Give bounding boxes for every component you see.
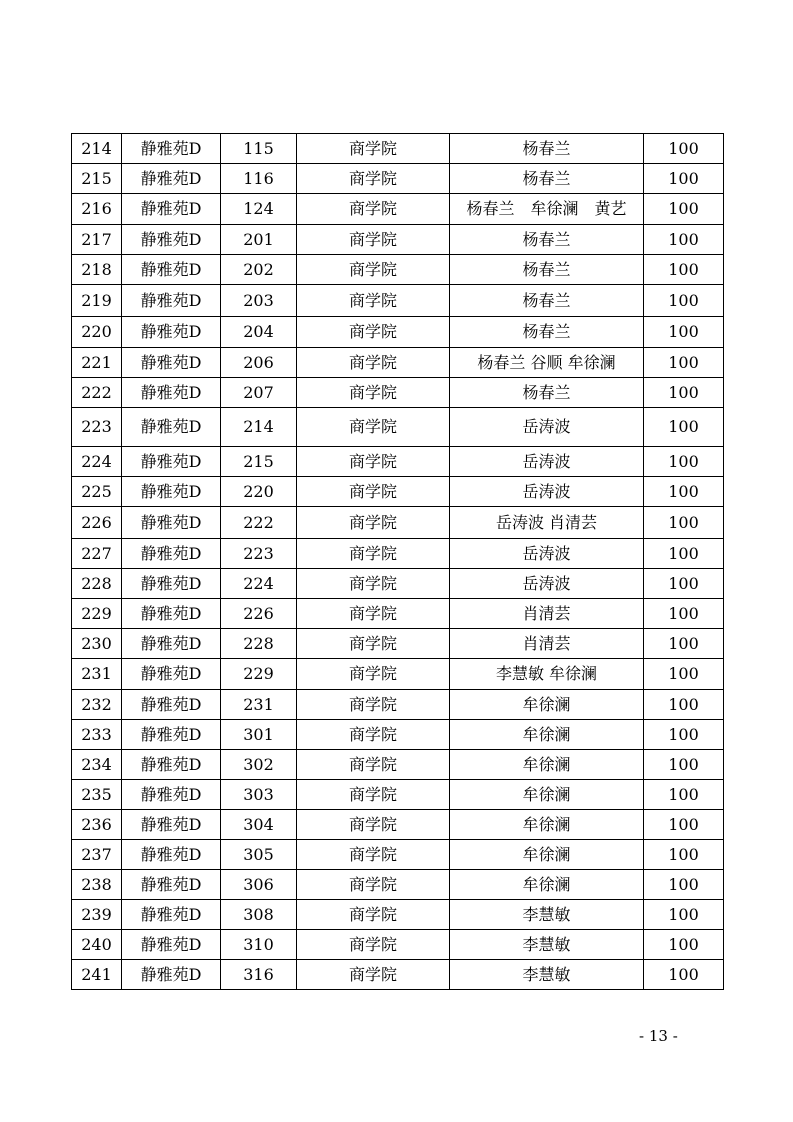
building-name-cell: 静雅苑D: [122, 285, 221, 317]
score-cell: 100: [644, 930, 724, 960]
staff-names-cell: 肖清芸: [450, 629, 644, 659]
score-cell: 100: [644, 750, 724, 780]
row-number-cell: 233: [72, 720, 122, 750]
row-number-cell: 219: [72, 285, 122, 317]
building-name-cell: 静雅苑D: [122, 255, 221, 285]
row-number-cell: 222: [72, 378, 122, 408]
staff-names-cell: 杨春兰: [450, 164, 644, 194]
row-number-cell: 221: [72, 348, 122, 378]
table-row: [72, 810, 724, 840]
table-row: [72, 780, 724, 810]
score-cell: 100: [644, 599, 724, 629]
college-name-cell: 商学院: [297, 659, 450, 690]
score-cell: 100: [644, 348, 724, 378]
college-name-cell: 商学院: [297, 750, 450, 780]
building-name-cell: 静雅苑D: [122, 629, 221, 659]
college-name-cell: 商学院: [297, 690, 450, 720]
table-row: [72, 659, 724, 690]
table-row: [72, 690, 724, 720]
room-number-cell: 231: [221, 690, 297, 720]
room-number-cell: 220: [221, 477, 297, 507]
college-name-cell: 商学院: [297, 225, 450, 255]
staff-names-cell: 岳涛波: [450, 477, 644, 507]
college-name-cell: 商学院: [297, 870, 450, 900]
building-name-cell: 静雅苑D: [122, 720, 221, 750]
college-name-cell: 商学院: [297, 194, 450, 225]
staff-names-cell: 牟徐澜: [450, 720, 644, 750]
college-name-cell: 商学院: [297, 599, 450, 629]
building-name-cell: 静雅苑D: [122, 900, 221, 930]
college-name-cell: 商学院: [297, 507, 450, 539]
score-cell: 100: [644, 225, 724, 255]
room-number-cell: 308: [221, 900, 297, 930]
staff-names-cell: 岳涛波: [450, 447, 644, 477]
row-number-cell: 230: [72, 629, 122, 659]
score-cell: 100: [644, 164, 724, 194]
staff-names-cell: 李慧敏: [450, 960, 644, 990]
staff-names-cell: 杨春兰 谷顺 牟徐澜: [450, 348, 644, 378]
room-number-cell: 224: [221, 569, 297, 599]
building-name-cell: 静雅苑D: [122, 378, 221, 408]
score-cell: 100: [644, 569, 724, 599]
college-name-cell: 商学院: [297, 408, 450, 447]
building-name-cell: 静雅苑D: [122, 750, 221, 780]
building-name-cell: 静雅苑D: [122, 960, 221, 990]
score-cell: 100: [644, 810, 724, 840]
building-name-cell: 静雅苑D: [122, 810, 221, 840]
score-cell: 100: [644, 539, 724, 569]
room-number-cell: 228: [221, 629, 297, 659]
college-name-cell: 商学院: [297, 900, 450, 930]
table-row: [72, 569, 724, 599]
table-row: [72, 255, 724, 285]
score-cell: 100: [644, 194, 724, 225]
building-name-cell: 静雅苑D: [122, 408, 221, 447]
staff-names-cell: 岳涛波: [450, 569, 644, 599]
building-name-cell: 静雅苑D: [122, 870, 221, 900]
college-name-cell: 商学院: [297, 539, 450, 569]
room-number-cell: 304: [221, 810, 297, 840]
room-number-cell: 206: [221, 348, 297, 378]
building-name-cell: 静雅苑D: [122, 194, 221, 225]
staff-names-cell: 杨春兰: [450, 225, 644, 255]
room-number-cell: 301: [221, 720, 297, 750]
building-name-cell: 静雅苑D: [122, 930, 221, 960]
score-cell: 100: [644, 840, 724, 870]
row-number-cell: 228: [72, 569, 122, 599]
college-name-cell: 商学院: [297, 840, 450, 870]
table-row: [72, 378, 724, 408]
table-row: [72, 960, 724, 990]
table-row: [72, 447, 724, 477]
row-number-cell: 227: [72, 539, 122, 569]
building-name-cell: 静雅苑D: [122, 840, 221, 870]
table-row: [72, 408, 724, 447]
staff-names-cell: 肖清芸: [450, 599, 644, 629]
score-cell: 100: [644, 720, 724, 750]
room-number-cell: 226: [221, 599, 297, 629]
row-number-cell: 239: [72, 900, 122, 930]
row-number-cell: 234: [72, 750, 122, 780]
room-number-cell: 306: [221, 870, 297, 900]
room-number-cell: 115: [221, 134, 297, 164]
college-name-cell: 商学院: [297, 477, 450, 507]
row-number-cell: 238: [72, 870, 122, 900]
score-cell: 100: [644, 285, 724, 317]
table-row: [72, 539, 724, 569]
staff-names-cell: 杨春兰: [450, 255, 644, 285]
score-cell: 100: [644, 870, 724, 900]
row-number-cell: 216: [72, 194, 122, 225]
table-row: [72, 840, 724, 870]
room-number-cell: 202: [221, 255, 297, 285]
score-cell: 100: [644, 629, 724, 659]
building-name-cell: 静雅苑D: [122, 690, 221, 720]
staff-names-cell: 牟徐澜: [450, 780, 644, 810]
room-number-cell: 310: [221, 930, 297, 960]
building-name-cell: 静雅苑D: [122, 507, 221, 539]
score-cell: 100: [644, 900, 724, 930]
college-name-cell: 商学院: [297, 285, 450, 317]
score-cell: 100: [644, 378, 724, 408]
score-cell: 100: [644, 317, 724, 348]
staff-names-cell: 牟徐澜: [450, 870, 644, 900]
score-cell: 100: [644, 960, 724, 990]
staff-names-cell: 岳涛波: [450, 408, 644, 447]
college-name-cell: 商学院: [297, 780, 450, 810]
dormitory-score-table: [71, 133, 724, 990]
row-number-cell: 226: [72, 507, 122, 539]
college-name-cell: 商学院: [297, 134, 450, 164]
score-cell: 100: [644, 408, 724, 447]
table-row: [72, 285, 724, 317]
row-number-cell: 236: [72, 810, 122, 840]
college-name-cell: 商学院: [297, 960, 450, 990]
staff-names-cell: 岳涛波: [450, 539, 644, 569]
building-name-cell: 静雅苑D: [122, 225, 221, 255]
row-number-cell: 214: [72, 134, 122, 164]
table-row: [72, 225, 724, 255]
score-cell: 100: [644, 477, 724, 507]
score-cell: 100: [644, 447, 724, 477]
page-number: - 13 -: [639, 1027, 678, 1045]
staff-names-cell: 李慧敏 牟徐澜: [450, 659, 644, 690]
building-name-cell: 静雅苑D: [122, 134, 221, 164]
building-name-cell: 静雅苑D: [122, 599, 221, 629]
building-name-cell: 静雅苑D: [122, 447, 221, 477]
building-name-cell: 静雅苑D: [122, 317, 221, 348]
row-number-cell: 232: [72, 690, 122, 720]
college-name-cell: 商学院: [297, 164, 450, 194]
college-name-cell: 商学院: [297, 348, 450, 378]
staff-names-cell: 牟徐澜: [450, 690, 644, 720]
score-cell: 100: [644, 780, 724, 810]
room-number-cell: 316: [221, 960, 297, 990]
building-name-cell: 静雅苑D: [122, 539, 221, 569]
college-name-cell: 商学院: [297, 569, 450, 599]
room-number-cell: 207: [221, 378, 297, 408]
staff-names-cell: 杨春兰: [450, 378, 644, 408]
room-number-cell: 303: [221, 780, 297, 810]
staff-names-cell: 杨春兰 牟徐澜 黄艺: [450, 194, 644, 225]
row-number-cell: 215: [72, 164, 122, 194]
table-row: [72, 900, 724, 930]
college-name-cell: 商学院: [297, 930, 450, 960]
staff-names-cell: 李慧敏: [450, 930, 644, 960]
staff-names-cell: 杨春兰: [450, 285, 644, 317]
room-number-cell: 124: [221, 194, 297, 225]
table-row: [72, 870, 724, 900]
table-row: [72, 194, 724, 225]
row-number-cell: 223: [72, 408, 122, 447]
table-row: [72, 507, 724, 539]
table-row: [72, 750, 724, 780]
table-row: [72, 629, 724, 659]
building-name-cell: 静雅苑D: [122, 164, 221, 194]
staff-names-cell: 杨春兰: [450, 317, 644, 348]
room-number-cell: 222: [221, 507, 297, 539]
table-row: [72, 348, 724, 378]
row-number-cell: 240: [72, 930, 122, 960]
staff-names-cell: 牟徐澜: [450, 840, 644, 870]
room-number-cell: 214: [221, 408, 297, 447]
table-row: [72, 599, 724, 629]
building-name-cell: 静雅苑D: [122, 477, 221, 507]
room-number-cell: 229: [221, 659, 297, 690]
staff-names-cell: 杨春兰: [450, 134, 644, 164]
staff-names-cell: 岳涛波 肖清芸: [450, 507, 644, 539]
room-number-cell: 203: [221, 285, 297, 317]
building-name-cell: 静雅苑D: [122, 659, 221, 690]
college-name-cell: 商学院: [297, 447, 450, 477]
room-number-cell: 223: [221, 539, 297, 569]
college-name-cell: 商学院: [297, 378, 450, 408]
row-number-cell: 235: [72, 780, 122, 810]
row-number-cell: 237: [72, 840, 122, 870]
score-cell: 100: [644, 507, 724, 539]
staff-names-cell: 李慧敏: [450, 900, 644, 930]
table-row: [72, 930, 724, 960]
building-name-cell: 静雅苑D: [122, 569, 221, 599]
building-name-cell: 静雅苑D: [122, 348, 221, 378]
row-number-cell: 225: [72, 477, 122, 507]
table-row: [72, 317, 724, 348]
table-body: [72, 134, 724, 990]
staff-names-cell: 牟徐澜: [450, 750, 644, 780]
score-cell: 100: [644, 255, 724, 285]
room-number-cell: 116: [221, 164, 297, 194]
college-name-cell: 商学院: [297, 720, 450, 750]
score-cell: 100: [644, 134, 724, 164]
room-number-cell: 201: [221, 225, 297, 255]
score-cell: 100: [644, 690, 724, 720]
row-number-cell: 241: [72, 960, 122, 990]
room-number-cell: 215: [221, 447, 297, 477]
college-name-cell: 商学院: [297, 317, 450, 348]
college-name-cell: 商学院: [297, 255, 450, 285]
college-name-cell: 商学院: [297, 810, 450, 840]
table-row: [72, 164, 724, 194]
row-number-cell: 224: [72, 447, 122, 477]
room-number-cell: 305: [221, 840, 297, 870]
row-number-cell: 231: [72, 659, 122, 690]
table-row: [72, 134, 724, 164]
room-number-cell: 204: [221, 317, 297, 348]
building-name-cell: 静雅苑D: [122, 780, 221, 810]
table-row: [72, 477, 724, 507]
college-name-cell: 商学院: [297, 629, 450, 659]
table-row: [72, 720, 724, 750]
row-number-cell: 220: [72, 317, 122, 348]
row-number-cell: 229: [72, 599, 122, 629]
staff-names-cell: 牟徐澜: [450, 810, 644, 840]
row-number-cell: 218: [72, 255, 122, 285]
room-number-cell: 302: [221, 750, 297, 780]
row-number-cell: 217: [72, 225, 122, 255]
score-cell: 100: [644, 659, 724, 690]
